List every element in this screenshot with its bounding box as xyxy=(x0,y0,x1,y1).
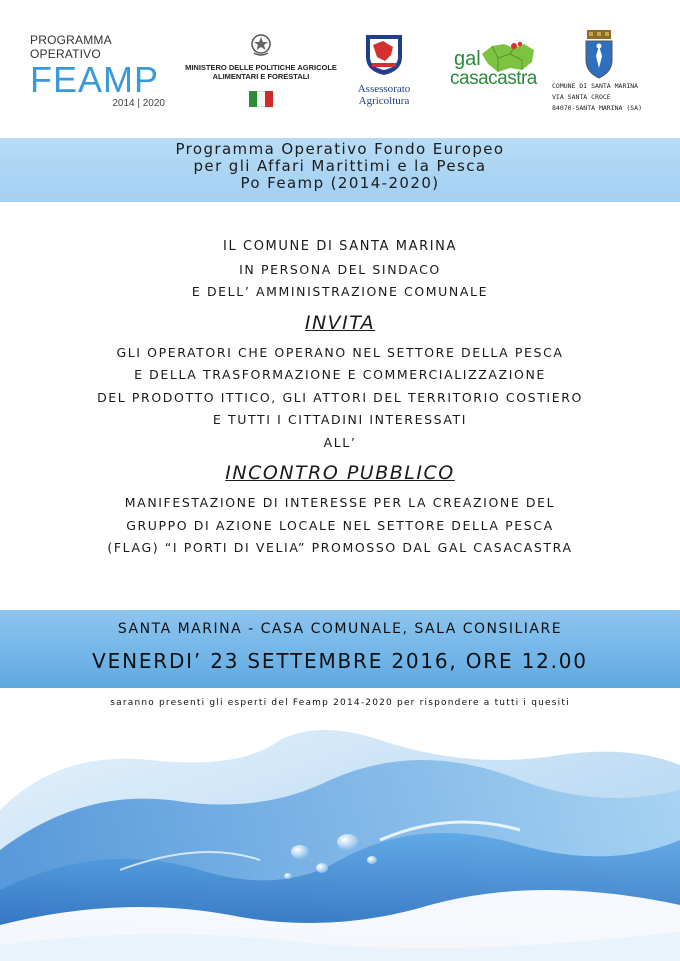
invitee-line-3: DEL PRODOTTO ITTICO, GLI ATTORI DEL TERRITORIO COSTIERO xyxy=(97,389,583,405)
comune-crest-icon xyxy=(584,28,614,80)
invitee-line-2: E DELLA TRASFORMAZIONE E COMMERCIALIZZAZIONE xyxy=(134,367,546,382)
gal-word: gal xyxy=(454,48,481,70)
feamp-program-label: PROGRAMMA OPERATIVO xyxy=(30,33,112,61)
invitee-line-5: ALL’ xyxy=(323,434,357,450)
description-line-3: (FLAG) “I PORTI DI VELIA” PROMOSSO DAL GAL CASACASTRA xyxy=(107,540,573,555)
invitee-line-1: GLI OPERATORI CHE OPERANO NEL SETTORE DELLA PESCA xyxy=(116,344,564,360)
place-date-band xyxy=(0,610,680,688)
ministero-line-1: MINISTERO DELLE POLITICHE AGRICOLE xyxy=(185,63,337,72)
experts-note: saranno presenti gli esperti del Feamp 2014-2020 per rispondere a tutti i quesiti xyxy=(110,698,570,708)
title-line-1: Programma Operativo Fondo Europeo xyxy=(175,140,505,158)
title-line-2: per gli Affari Marittimi e la Pesca xyxy=(193,157,487,175)
comune-line-3: 84070-SANTA MARINA (SA) xyxy=(552,104,643,112)
invita-heading: INVITA xyxy=(304,311,376,334)
invitee-line-4: E TUTTI I CITTADINI INTERESSATI xyxy=(212,412,468,427)
description-line-2: GRUPPO DI AZIONE LOCALE NEL SETTORE DELLA PESCA xyxy=(126,517,554,533)
title-line-3: Po Feamp (2014-2020) xyxy=(240,174,440,192)
title-band xyxy=(0,138,680,202)
intro-line-2: IN PERSONA DEL SINDACO xyxy=(239,261,441,277)
casacastra-word: casacastra xyxy=(450,68,537,89)
intro-line-1: IL COMUNE DI SANTA MARINA xyxy=(223,239,457,254)
intro-line-3: E DELL’ AMMINISTRAZIONE COMUNALE xyxy=(191,284,489,299)
event-heading: INCONTRO PUBBLICO xyxy=(225,462,455,484)
italian-emblem-icon xyxy=(250,33,272,57)
description-line-1: MANIFESTAZIONE DI INTERESSE PER LA CREAZIONE DEL xyxy=(124,495,556,510)
ministero-line-2: ALIMENTARI E FORESTALI xyxy=(212,72,310,81)
regione-label: Assessorato Agricoltura xyxy=(357,83,411,107)
comune-line-2: VIA SANTA CROCE xyxy=(552,93,611,101)
feamp-name: FEAMP xyxy=(30,59,160,100)
decorative-waves xyxy=(0,720,680,961)
event-date: VENERDI’ 23 SETTEMBRE 2016, ORE 12.00 xyxy=(92,649,588,673)
invitation-body xyxy=(0,236,680,560)
header-logos xyxy=(0,0,680,138)
comune-line-1: COMUNE DI SANTA MARINA xyxy=(552,82,639,90)
italian-flag-icon xyxy=(249,91,273,107)
feamp-logo xyxy=(30,33,175,109)
feamp-years: 2014 | 2020 xyxy=(112,98,165,109)
event-place: SANTA MARINA - CASA COMUNALE, SALA CONSILIARE xyxy=(117,621,563,637)
comune-santa-marina-logo xyxy=(552,28,672,113)
regione-shield-icon xyxy=(363,33,405,77)
ministero-logo xyxy=(175,33,347,107)
regione-campania-logo xyxy=(332,33,436,107)
